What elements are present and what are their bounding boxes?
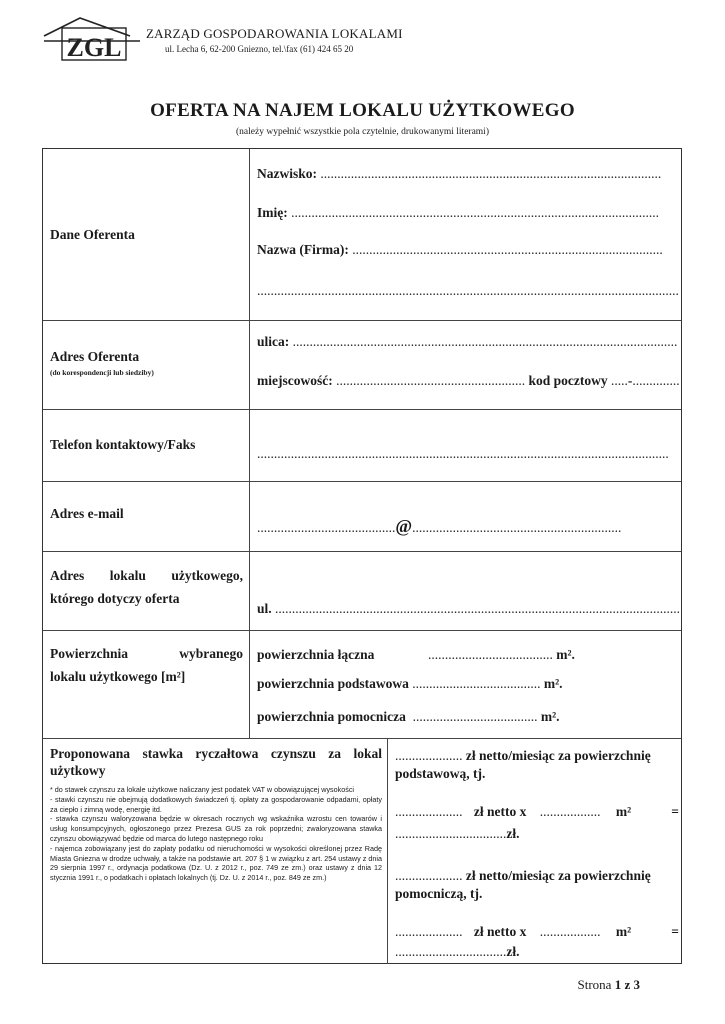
fill-line: ....................: [395, 924, 463, 939]
page-title: OFERTA NA NAJEM LOKALU UŻYTKOWEGO: [150, 100, 575, 121]
field-nazwa-label: Nazwa (Firma):: [257, 242, 349, 257]
calc-equals: =: [671, 924, 679, 939]
row-powierzchnia: [43, 631, 681, 739]
at-sign: @: [395, 516, 413, 536]
calc-zl-netto: zł netto x: [473, 804, 527, 819]
fill-line: ..........................................................................................................................: [257, 446, 669, 461]
stawka-podstawowa-line1[interactable]: [395, 747, 651, 765]
divider: [249, 631, 250, 738]
field-ulica-label: ulica:: [257, 334, 290, 349]
field-ul-label: ul.: [257, 601, 272, 616]
fill-line: .....: [611, 373, 628, 388]
stawka-title-line2: użytkowy: [50, 763, 106, 778]
page-subtitle: (należy wypełnić wszystkie pola czytelnie, drukowanymi literami): [236, 127, 489, 137]
divider: [249, 321, 250, 409]
label-powierzchnia-line1: Powierzchnia wybranego: [50, 646, 243, 661]
unit-m2: m².: [540, 709, 560, 724]
field-telefon[interactable]: [257, 446, 669, 462]
row-email: [43, 482, 681, 552]
page-sep: z: [624, 977, 631, 992]
divider: [249, 410, 250, 481]
calc-podstawowa[interactable]: [395, 803, 679, 821]
calc-m2: m²: [615, 804, 632, 819]
label-adres-oferenta: Adres Oferenta: [50, 349, 140, 364]
field-nazwa-firma-cont[interactable]: [257, 283, 679, 299]
row-telefon: [43, 410, 681, 482]
page-number: [578, 977, 640, 993]
stawka-notes: [50, 785, 382, 883]
divider: [249, 482, 250, 551]
org-name: ZARZĄD GOSPODAROWANIA LOKALAMI: [146, 26, 403, 41]
field-pow-pomocnicza[interactable]: [257, 709, 560, 725]
stawka-podstawowa-line2: podstawową, tj.: [395, 766, 486, 781]
fill-line: ....................: [395, 868, 463, 883]
fill-line: .............................................................................................................................: [257, 283, 679, 298]
fill-line: .................................: [395, 944, 507, 959]
field-kod-label: kod pocztowy: [528, 373, 608, 388]
calc-m2: m²: [615, 924, 632, 939]
row-dane-oferenta: [43, 149, 681, 321]
row-adres-lokalu: [43, 552, 681, 631]
fill-line: ..............................................................: [412, 520, 622, 535]
note-podatek: - najemca zobowiązany jest do zapłaty podatku od nieruchomości w wysokości określonej przez Radę Miasta Gniezna w drodze uchwały, a także na podstawie art. 207 § 1 w związku z art. 254 ustawy z dnia 29 sierpnia 1997 r., ordynacja podatkowa (Dz. U. z 2012 r., poz. 749 ze zm.) oraz ustawy z dnia 12 stycznia 1991 r., o podatkach i opłatach lokalnych (tj. Dz. U. z 2014 r., poz. 849 ze zm.): [50, 843, 382, 883]
fill-line: ..................: [539, 924, 601, 939]
fill-line: .....................................................................................................: [320, 166, 662, 181]
page-prefix: Strona: [577, 977, 612, 992]
page-total: 3: [633, 977, 640, 992]
stawka-pomocnicza-line1[interactable]: [395, 867, 651, 885]
fill-line: ............................................................................................: [352, 242, 663, 257]
row-stawka: [43, 739, 681, 964]
label-adres-lokalu-line1: Adres lokalu użytkowego,: [50, 568, 243, 583]
label-dane-oferenta: Dane Oferenta: [50, 227, 135, 242]
calc-podstawowa-result[interactable]: [395, 825, 520, 843]
stawka-title-line1: Proponowana stawka ryczałtowa czynszu za lokal: [50, 746, 382, 761]
zgl-logo: [42, 14, 142, 64]
calc-zl-netto: zł netto x: [473, 924, 527, 939]
field-miejscowosc[interactable]: [257, 373, 680, 389]
field-ulica[interactable]: [257, 334, 677, 350]
label-telefon: Telefon kontaktowy/Faks: [50, 437, 196, 452]
stawka-podst-text: zł netto/miesiąc za powierzchnię: [465, 748, 651, 763]
fill-line: ........................................................................................................................: [275, 601, 681, 616]
field-nazwa-firma[interactable]: [257, 242, 663, 258]
unit-m2: m².: [556, 647, 575, 662]
field-pow-laczna[interactable]: [257, 647, 374, 663]
calc-pomocnicza[interactable]: [395, 923, 679, 941]
stawka-pomocnicza-line2: pomocniczą, tj.: [395, 886, 483, 901]
field-pow-podstawowa[interactable]: [257, 676, 563, 692]
calc-zl: zł.: [506, 944, 520, 959]
label-adres-lokalu-line2: którego dotyczy oferta: [50, 591, 180, 606]
pow-podstawowa-label: powierzchnia podstawowa: [257, 676, 409, 691]
fill-line: ........................................................: [336, 373, 526, 388]
fill-line: ....................: [395, 748, 463, 763]
field-nazwisko[interactable]: [257, 166, 661, 182]
field-nazwisko-label: Nazwisko:: [257, 166, 317, 181]
fill-line: ..................: [539, 804, 601, 819]
calc-zl: zł.: [506, 826, 520, 841]
divider: [249, 552, 250, 630]
label-adres-sublabel: (do korespondencji lub siedziby): [50, 368, 154, 377]
page-current: 1: [614, 977, 622, 992]
note-swiadczenia: - stawki czynszu nie obejmują dodatkowych świadczeń tj. opłaty za gospodarowanie odpadami, opłaty za ciepło i zimną wodę, energię itd.: [50, 794, 382, 814]
fill-line: ..................................................................................................................: [292, 334, 678, 349]
note-waloryzacja: - stawka czynszu waloryzowana będzie w okresach rocznych wg wskaźnika wzrostu cen towarów i usług konsumpcyjnych, ogłoszonego przez Prezesa GUS za rok poprzedni; zwaloryzowana stawka czynszu obowiązywać będzie od marca do lutego następnego roku: [50, 814, 382, 843]
fill-line: ..............: [632, 373, 680, 388]
divider: [249, 149, 250, 320]
note-vat: * do stawek czynszu za lokale użytkowe naliczany jest podatek VAT w obowiązującej wysokości: [50, 785, 355, 794]
logo-text: ZGL: [66, 33, 122, 62]
fill-line: .............................................................................................................: [291, 205, 659, 220]
divider: [387, 739, 388, 964]
fill-line: .....................................: [428, 647, 553, 662]
field-miejscowosc-label: miejscowość:: [257, 373, 333, 388]
field-ul-lokalu[interactable]: [257, 601, 680, 617]
fill-line: .....................................: [409, 709, 538, 724]
field-imie-label: Imię:: [257, 205, 288, 220]
header: [42, 14, 542, 66]
offer-form: [42, 148, 682, 964]
pow-laczna-label: powierzchnia łączna: [257, 647, 375, 662]
stawka-title: [50, 745, 382, 779]
pow-pomocnicza-label: powierzchnia pomocnicza: [257, 709, 406, 724]
stawka-pom-text: zł netto/miesiąc za powierzchnię: [465, 868, 651, 883]
kod-separator: -: [627, 373, 633, 388]
label-powierzchnia-line2: lokalu użytkowego [m²]: [50, 669, 186, 684]
unit-m2: m².: [543, 676, 563, 691]
field-email[interactable]: [257, 516, 621, 537]
calc-equals: =: [671, 804, 679, 819]
row-adres-oferenta: [43, 321, 681, 410]
fill-line: .........................................: [257, 520, 396, 535]
org-address: ul. Lecha 6, 62-200 Gniezno, tel.\fax (61) 424 65 20: [165, 44, 354, 54]
label-email: Adres e-mail: [50, 506, 124, 521]
field-pow-laczna-value[interactable]: [428, 647, 575, 663]
fill-line: ....................: [395, 804, 463, 819]
field-imie[interactable]: [257, 205, 659, 221]
calc-pomocnicza-result[interactable]: [395, 943, 520, 961]
fill-line: .................................: [395, 826, 507, 841]
fill-line: ......................................: [412, 676, 541, 691]
